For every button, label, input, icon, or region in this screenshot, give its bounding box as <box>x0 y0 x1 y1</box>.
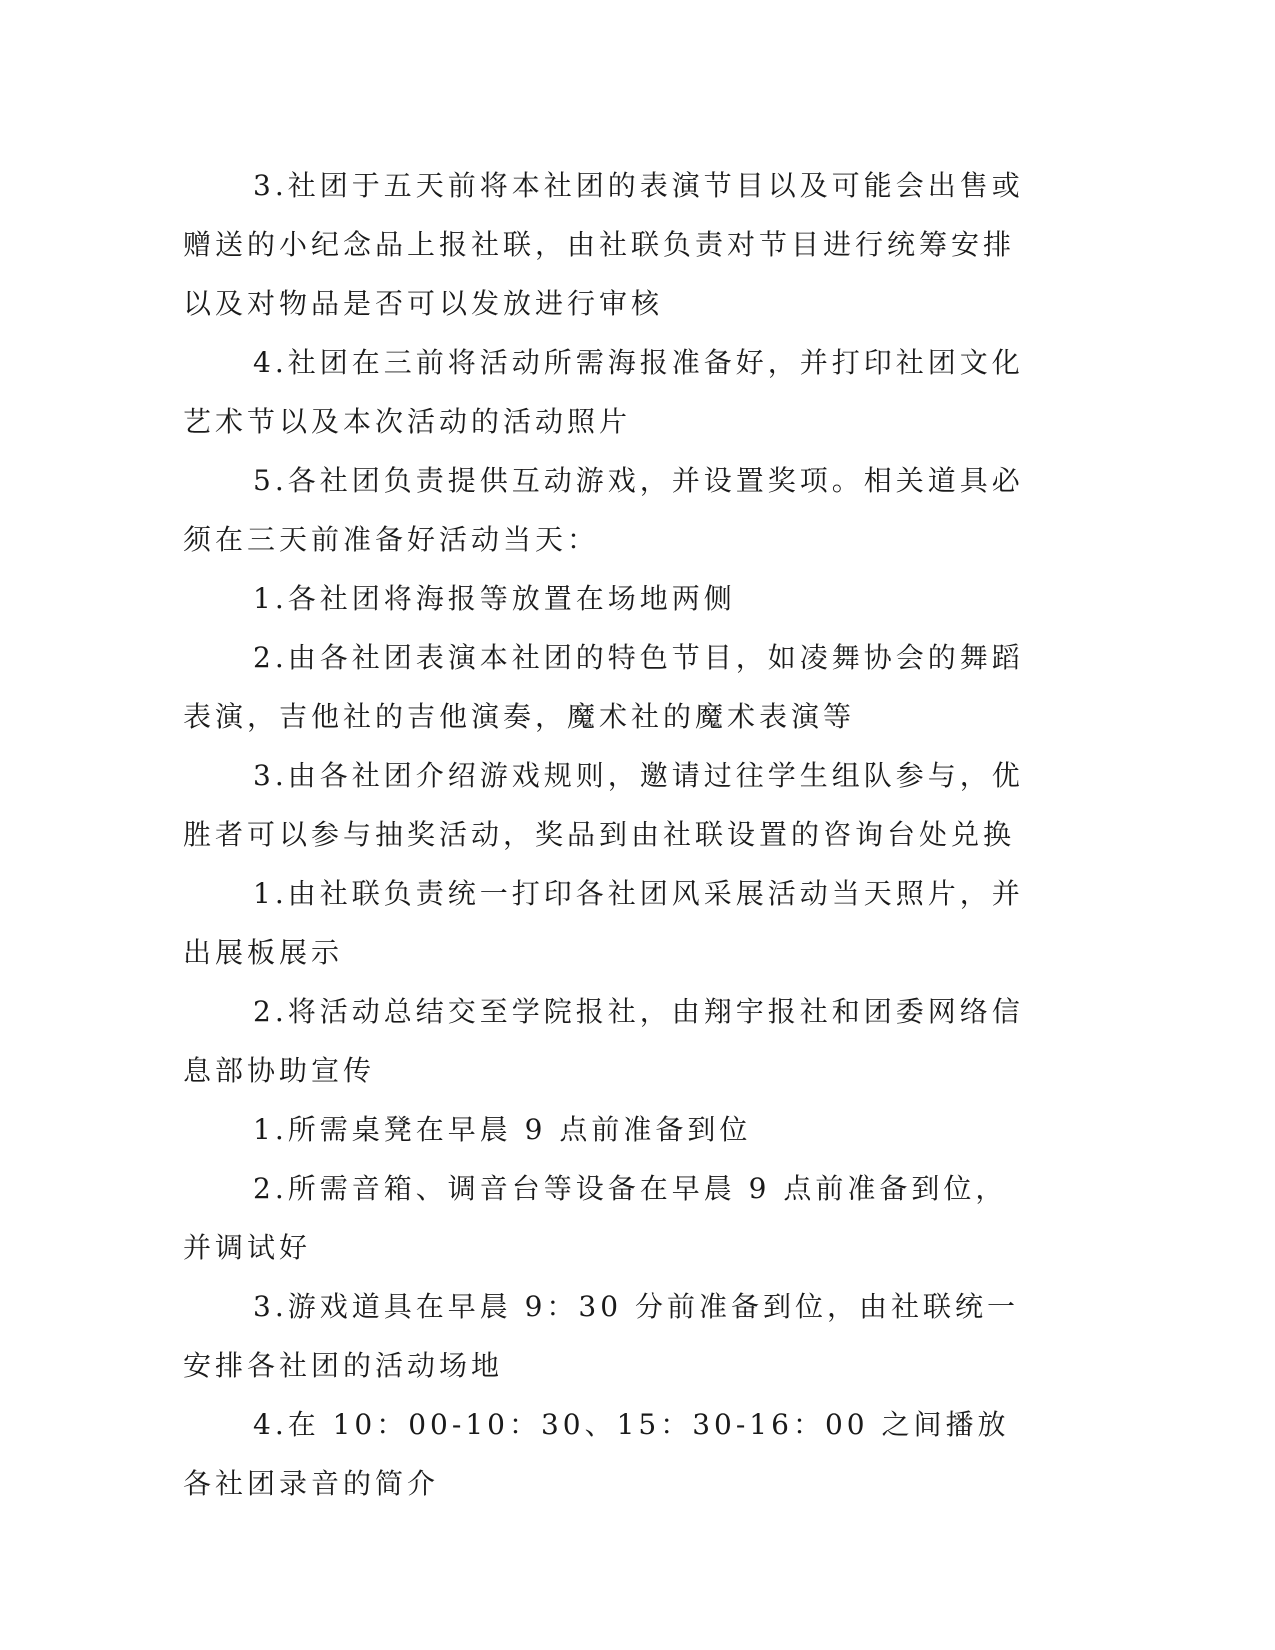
paragraph: 3.由各社团介绍游戏规则，邀请过往学生组队参与，优胜者可以参与抽奖活动，奖品到由社联设置的咨询台处兑换 <box>183 759 1024 851</box>
paragraph: 2.由各社团表演本社团的特色节目，如凌舞协会的舞蹈表演，吉他社的吉他演奏，魔术社的魔术表演等 <box>183 641 1024 733</box>
paragraph: 1.各社团将海报等放置在场地两侧 <box>253 582 736 615</box>
paragraph: 3.社团于五天前将本社团的表演节目以及可能会出售或赠送的小纪念品上报社联，由社联负责对节目进行统筹安排以及对物品是否可以发放进行审核 <box>183 169 1024 320</box>
paragraph: 5.各社团负责提供互动游戏，并设置奖项。相关道具必须在三天前准备好活动当天： <box>183 464 1024 556</box>
paragraph: 2.所需音箱、调音台等设备在早晨 9 点前准备到位，并调试好 <box>183 1172 1008 1264</box>
paragraph: 3.游戏道具在早晨 9：30 分前准备到位，由社联统一安排各社团的活动场地 <box>183 1290 1019 1382</box>
paragraph: 4.在 10：00-10：30、15：30-16：00 之间播放各社团录音的简介 <box>183 1408 1010 1500</box>
paragraph: 4.社团在三前将活动所需海报准备好，并打印社团文化艺术节以及本次活动的活动照片 <box>183 346 1024 438</box>
document-body <box>183 156 1033 1513</box>
paragraph: 1.由社联负责统一打印各社团风采展活动当天照片，并出展板展示 <box>183 877 1024 969</box>
paragraph: 1.所需桌凳在早晨 9 点前准备到位 <box>253 1113 752 1146</box>
paragraph: 2.将活动总结交至学院报社，由翔宇报社和团委网络信息部协助宣传 <box>183 995 1024 1087</box>
